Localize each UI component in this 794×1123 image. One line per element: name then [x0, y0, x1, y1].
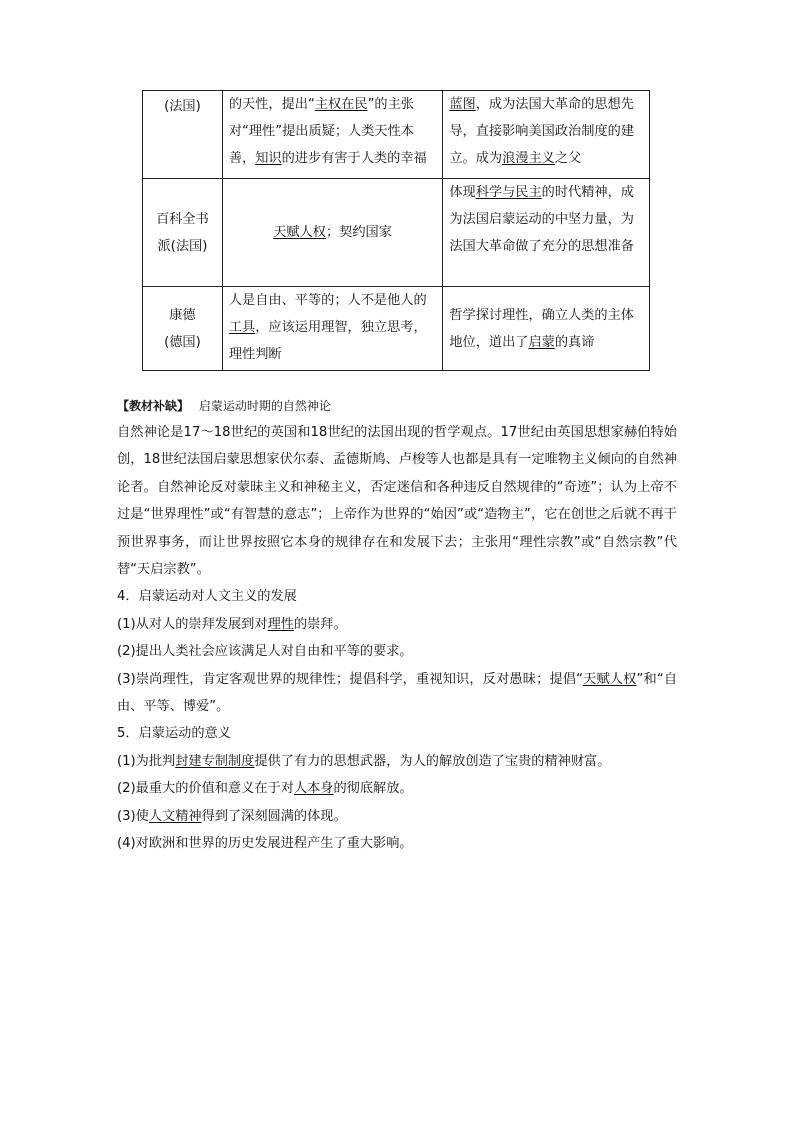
text-segment: 得到了深刻圆满的体现。: [201, 808, 347, 824]
text-segment: 的彻底解放。: [333, 781, 413, 797]
text-segment: ，应该运用理智，独立思考，理性判断: [228, 320, 427, 362]
underlined-term: 封建专制制度: [175, 753, 255, 769]
thinker-name: 百科全书派(法国): [143, 179, 223, 287]
underlined-term: 启蒙: [528, 334, 555, 350]
underlined-term: 天赋人权: [582, 671, 637, 687]
underlined-term: 知识: [255, 151, 282, 166]
text-segment: 的天性，提出“: [228, 97, 315, 112]
text-segment: (3)使: [117, 808, 149, 824]
list-item: [117, 611, 677, 638]
text-segment: 之父: [554, 151, 582, 166]
list-item: [117, 666, 677, 721]
text-segment: ”的主张对“理性”提出质疑；人类天性本善，: [228, 97, 414, 166]
text-segment: 提供了有力的思想武器，为人的解放创造了宝贵的精神财富。: [254, 753, 611, 769]
underlined-term: 蓝图: [449, 97, 476, 112]
underlined-term: 天赋人权: [273, 225, 326, 240]
text-segment: (3)崇尚理性，肯定客观世界的规律性；提倡科学，重视知识，反对愚昧；提倡“: [117, 671, 583, 687]
text-segment: 人是自由、平等的；人不是他人的: [228, 293, 427, 308]
text-segment: (2)最重大的价值和意义在于对: [117, 781, 294, 797]
table-row: [143, 91, 650, 179]
underlined-term: 理性: [267, 616, 294, 632]
table-row: [143, 287, 650, 371]
text-segment: ，成为法国大革命的思想先导，直接影响美国政治制度的建立。成为: [449, 97, 634, 166]
supplement-heading: 启蒙运动时期的自然神论: [198, 399, 331, 413]
text-segment: (1)从对人的崇拜发展到对: [117, 616, 268, 632]
list-item: [117, 775, 677, 802]
underlined-term: 人文精神: [148, 808, 202, 824]
supplement-tag: 【教材补缺】: [117, 399, 190, 413]
list-item: [117, 638, 677, 665]
thinker-idea: [222, 287, 443, 371]
underlined-term: 科学与民主: [475, 185, 542, 200]
text-segment: 哲学探讨理性，确立人类的主体地位，道出了: [449, 307, 634, 350]
underlined-term: 主权在民: [314, 97, 368, 112]
section-heading: 4．启蒙运动对人文主义的发展: [117, 589, 297, 605]
text-segment: ”和“自由、平等、博爱”。: [117, 671, 678, 715]
list-item: [117, 803, 677, 830]
text-segment: (2)提出人类社会应该满足人对自由和平等的要求。: [117, 644, 413, 660]
thinker-impact: [443, 287, 650, 371]
underlined-term: 浪漫主义: [502, 151, 555, 166]
thinker-name: (法国): [143, 91, 223, 179]
supplement-body: 自然神论是17～18世纪的英国和18世纪的法国出现的哲学观点。17世纪由英国思想家赫伯特始创，18世纪法国启蒙思想家伏尔泰、孟德斯鸠、卢梭等人也都是具有一定唯物主义倾向的自然神论者。自然神论反对蒙昧主义和神秘主义，否定迷信和各种违反自然规律的“奇迹”；认为上帝不过是“世界理性”或“有智慧的意志”；上帝作为世界的“始因”或“造物主”，它在创世之后就不再干预世界事务，而让世界按照它本身的规律存在和发展下去；主张用“理性宗教”或“自然宗教”代替“天启宗教”。: [117, 425, 677, 578]
section-heading: 5．启蒙运动的意义: [117, 726, 231, 742]
underlined-term: 人本身: [293, 781, 334, 797]
thinker-idea: [222, 91, 443, 179]
list-item: [117, 830, 677, 857]
text-segment: (1)为批判: [117, 753, 176, 769]
thinker-impact: [443, 91, 650, 179]
text-segment: 的时代精神，成为法国启蒙运动的中坚力量，为法国大革命做了充分的思想准备: [449, 185, 634, 254]
thinkers-table: [142, 90, 650, 371]
text-segment: 体现: [449, 185, 476, 200]
text-segment: (4)对欧洲和世界的历史发展进程产生了重大影响。: [117, 836, 413, 852]
text-segment: 的崇拜。: [293, 616, 347, 632]
supplement-title: [117, 395, 677, 417]
table-row: [143, 179, 650, 287]
thinker-idea: [222, 179, 443, 287]
text-segment: ；契约国家: [326, 225, 392, 240]
document-body: [117, 395, 677, 858]
thinker-impact: [443, 179, 650, 287]
thinker-name: 康德 (德国): [143, 287, 223, 371]
list-item: [117, 748, 677, 775]
underlined-term: 工具: [228, 320, 256, 335]
text-segment: 的进步有害于人类的幸福: [281, 151, 427, 166]
text-segment: 的真谛: [554, 334, 595, 350]
